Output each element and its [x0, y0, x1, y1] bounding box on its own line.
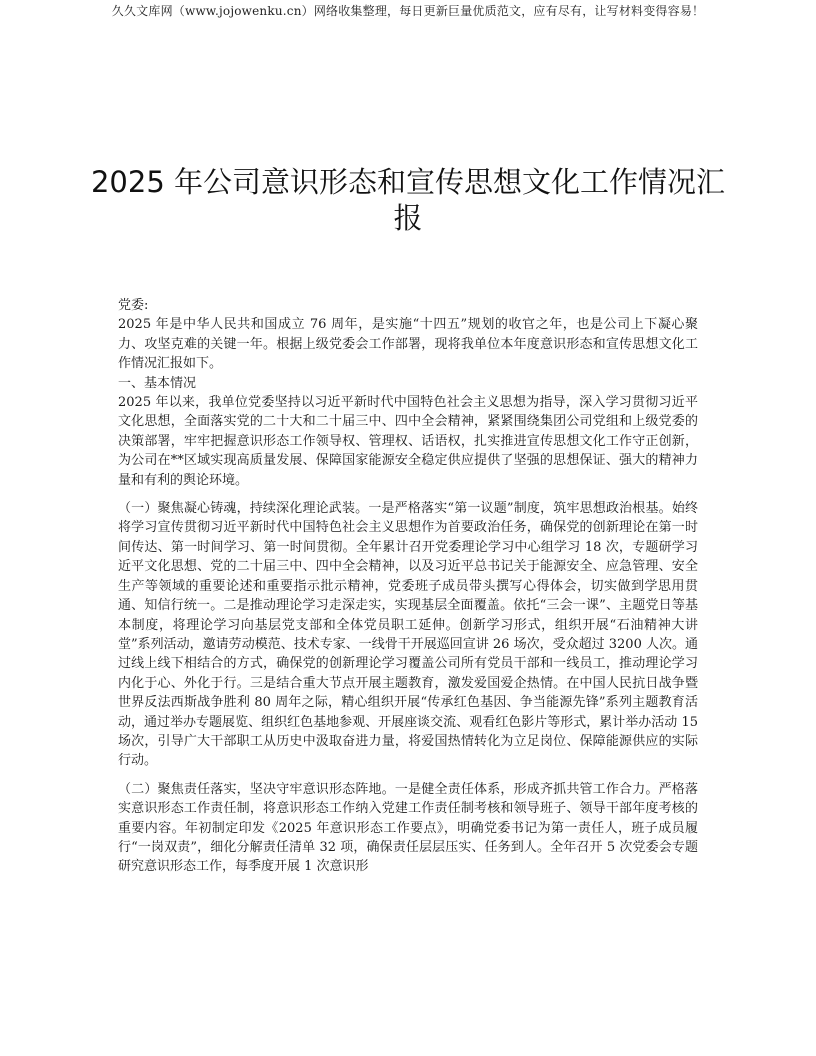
section-paragraph: 2025 年以来，我单位党委坚持以习近平新时代中国特色社会主义思想为指导，深入学习贯彻习近平文化思想，全面落实党的二十大和二十届三中、四中全会精神，紧紧围绕集团公司党组和上级党委的决策部署，牢牢把握意识形态工作领导权、管理权、话语权，扎实推进宣传思想文化工作守正创新，为公司在**区域实现高质量发展、保障国家能源安全稳定供应提供了坚强的思想保证、强大的精神力量和有利的舆论环境。 [118, 395, 698, 488]
subsection-paragraph: （二）聚焦责任落实，坚决守牢意识形态阵地。一是健全责任体系，形成齐抓共管工作合力。严格落实意识形态工作责任制，将意识形态工作纳入党建工作责任制考核和领导班子、领导干部年度考核的重要内容。年初制定印发《2025 年意识形态工作要点》，明确党委书记为第一责任人，班子成员履行“一岗双责”，细化分解责任清单 32 项，确保责任层层压实、任务到人。全年召开 5 次党委会专题研究意识形态工作，每季度开展 1 次意识形 [118, 781, 698, 875]
intro-paragraph: 2025 年是中华人民共和国成立 76 周年，是实施“十四五”规划的收官之年，也是公司上下凝心聚力、攻坚克难的关键一年。根据上级党委会工作部署，现将我单位本年度意识形态和宣传思想文化工作情况汇报如下。 [118, 317, 698, 372]
subsection-paragraph: （一）聚焦凝心铸魂，持续深化理论武装。一是严格落实“第一议题”制度，筑牢思想政治根基。始终将学习宣传贯彻习近平新时代中国特色社会主义思想作为首要政治任务，确保党的创新理论在第一时间传达、第一时间学习、第一时间贯彻。全年累计召开党委理论学习中心组学习 18 次，专题研学习近平文化思想、党的二十届三中、四中全会精神，以及习近平总书记关于能源安全、应急管理、安全生产等领域的重要论述和重要指示批示精神，党委班子成员带头撰写心得体会，切实做到学思用贯通、知信行统一。二是推动理论学习走深走实，实现基层全面覆盖。依托“三会一课”、主题党日等基本制度，将理论学习向基层党支部和全体党员职工延伸。创新学习形式，组织开展“石油精神大讲堂”系列活动，邀请劳动模范、技术专家、一线骨干开展巡回宣讲 26 场次，受众超过 3200 人次。通过线上线下相结合的方式，确保党的创新理论学习覆盖公司所有党员干部和一线员工，推动理论学习内化于心、外化于行。三是结合重大节点开展主题教育，激发爱国爱企热情。在中国人民抗日战争暨世界反法西斯战争胜利 80 周年之际，精心组织开展“传承红色基因、争当能源先锋”系列主题教育活动，通过举办专题展览、组织红色基地参观、开展座谈交流、观看红色影片等形式，累计举办活动 15 场次，引导广大干部职工从历史中汲取奋进力量，将爱国热情转化为立足岗位、保障能源供应的实际行动。 [118, 501, 698, 769]
salutation: 党委: [118, 298, 149, 313]
site-banner: 久久文库网（www.jojowenku.cn）网络收集整理，每日更新巨量优质范文，应有尽有，让写材料变得容易！ [111, 4, 705, 18]
document-title: 2025 年公司意识形态和宣传思想文化工作情况汇报 [90, 165, 726, 235]
document-body [118, 296, 698, 877]
section-heading: 一、基本情况 [118, 375, 197, 391]
